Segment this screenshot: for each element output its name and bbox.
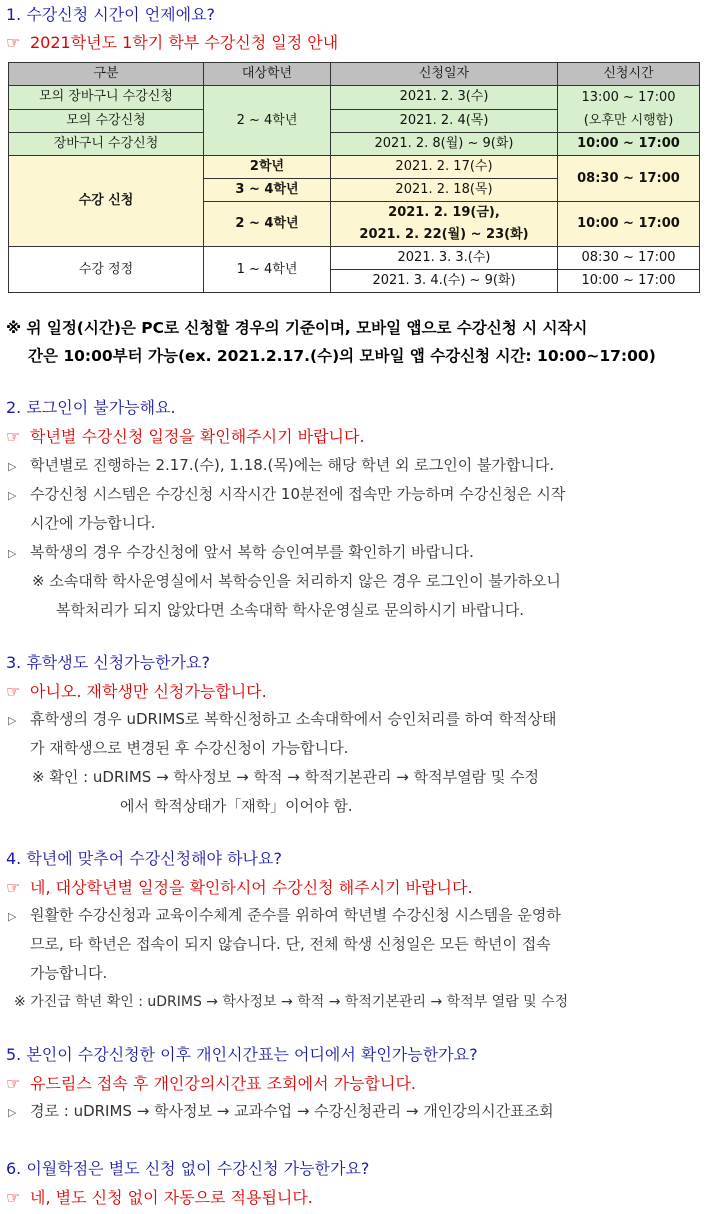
schedule-table	[8, 62, 700, 293]
note-mark-icon: ※	[14, 994, 26, 1010]
q3-bullet-1-cont: 가 재학생으로 변경된 후 수강신청이 가능합니다.	[30, 739, 349, 757]
q2-bullet-3: ▷ 복학생의 경우 수강신청에 앞서 복학 승인여부를 확인하기 바랍니다.	[8, 543, 474, 561]
q5-answer: ☞ 유드림스 접속 후 개인강의시간표 조회에서 가능합니다.	[6, 1074, 417, 1093]
q4-note: ※ 가진급 학년 확인 : uDRIMS → 학사정보 → 학적 → 학적기본관리 → 학적부 열람 및 수정	[14, 994, 569, 1010]
q4-title: 4. 학년에 맞추어 수강신청해야 하나요?	[6, 849, 282, 868]
q4-bullet-1-cont2: 가능합니다.	[30, 964, 108, 982]
q2-title: 2. 로그인이 불가능해요.	[6, 398, 176, 417]
cell-date: 2021. 2. 18(목)	[331, 179, 558, 202]
triangle-bullet-icon: ▷	[8, 489, 17, 502]
pointing-hand-icon: ☞	[6, 878, 21, 897]
pointing-hand-icon: ☞	[6, 682, 21, 701]
q2-note: ※ 소속대학 학사운영실에서 복학승인을 처리하지 않은 경우 로그인이 불가하오니	[32, 572, 561, 590]
q6-title: 6. 이월학점은 별도 신청 없이 수강신청 가능한가요?	[6, 1159, 370, 1178]
q2-answer: ☞ 학년별 수강신청 일정을 확인해주시기 바랍니다.	[6, 427, 365, 446]
pointing-hand-icon: ☞	[6, 33, 21, 52]
cell-date: 2021. 2. 8(월) ~ 9(화)	[331, 133, 558, 156]
table-row	[9, 133, 700, 156]
table-row	[9, 156, 700, 179]
note-mark-icon: ※	[32, 768, 45, 786]
cell-date: 2021. 2. 4(목)	[331, 109, 558, 133]
header-date: 신청일자	[331, 63, 558, 86]
cell-grade: 2 ~ 4학년	[204, 202, 331, 247]
pointing-hand-icon: ☞	[6, 1188, 21, 1207]
note-mark-icon: ※	[6, 319, 22, 337]
q1-title: 1. 수강신청 시간이 언제에요?	[6, 5, 216, 24]
header-category: 구분	[9, 63, 204, 86]
cell-category: 수강 신청	[9, 156, 204, 247]
cell-date: 2021. 3. 3.(수)	[331, 247, 558, 270]
cell-grade: 3 ~ 4학년	[204, 179, 331, 202]
triangle-bullet-icon: ▷	[8, 714, 17, 727]
q6-answer: ☞ 네, 별도 신청 없이 자동으로 적용됩니다.	[6, 1188, 313, 1207]
cell-time: 10:00 ~ 17:00	[558, 133, 700, 156]
q3-note: ※ 확인 : uDRIMS → 학사정보 → 학적 → 학적기본관리 → 학적부열람 및 수정	[32, 768, 540, 786]
cell-date: 2021. 3. 4.(수) ~ 9(화)	[331, 270, 558, 293]
triangle-bullet-icon: ▷	[8, 460, 17, 473]
q1-note-cont: 간은 10:00부터 가능(ex. 2021.2.17.(수)의 모바일 앱 수강신청 시간: 10:00~17:00)	[28, 347, 656, 365]
cell-date: 2021. 2. 19(금), 2021. 2. 22(월) ~ 23(화)	[331, 202, 558, 247]
q3-note-cont: 에서 학적상태가「재학」이어야 함.	[120, 797, 353, 815]
q5-bullet-1: ▷ 경로 : uDRIMS → 학사정보 → 교과수업 → 수강신청관리 → 개인강의시간표조회	[8, 1102, 554, 1120]
q3-bullet-1: ▷ 휴학생의 경우 uDRIMS로 복학신청하고 소속대학에서 승인처리를 하여 학적상태	[8, 710, 557, 728]
table-header-row	[9, 63, 700, 86]
q3-answer: ☞ 아니오. 재학생만 신청가능합니다.	[6, 682, 267, 701]
cell-time: 13:00 ~ 17:00 (오후만 시행함)	[558, 86, 700, 133]
q2-bullet-2-cont: 시간에 가능합니다.	[30, 514, 156, 532]
cell-grade: 2학년	[204, 156, 331, 179]
q2-note-cont: 복학처리가 되지 않았다면 소속대학 학사운영실로 문의하시기 바랍니다.	[56, 601, 525, 619]
q4-bullet-1-cont: 므로, 타 학년은 접속이 되지 않습니다. 단, 전체 학생 신청일은 모든 학년이 접속	[30, 935, 551, 953]
header-time: 신청시간	[558, 63, 700, 86]
q2-bullet-1: ▷ 학년별로 진행하는 2.17.(수), 1.18.(목)에는 해당 학년 외 로그인이 불가합니다.	[8, 456, 555, 474]
table-row	[9, 86, 700, 110]
q4-answer: ☞ 네, 대상학년별 일정을 확인하시어 수강신청 해주시기 바랍니다.	[6, 878, 473, 897]
q1-note: ※ 위 일정(시간)은 PC로 신청할 경우의 기준이며, 모바일 앱으로 수강신청 시 시작시	[6, 319, 588, 337]
cell-category: 모의 장바구니 수강신청	[9, 86, 204, 110]
q4-bullet-1: ▷ 원활한 수강신청과 교육이수체계 준수를 위하여 학년별 수강신청 시스템을 운영하	[8, 906, 561, 924]
cell-date: 2021. 2. 17(수)	[331, 156, 558, 179]
cell-date: 2021. 2. 3(수)	[331, 86, 558, 110]
cell-category: 수강 정정	[9, 247, 204, 293]
cell-time: 10:00 ~ 17:00	[558, 202, 700, 247]
cell-time: 08:30 ~ 17:00	[558, 156, 700, 202]
cell-grade: 1 ~ 4학년	[204, 247, 331, 293]
cell-grade: 2 ~ 4학년	[204, 86, 331, 156]
table-row	[9, 247, 700, 270]
q3-title: 3. 휴학생도 신청가능한가요?	[6, 653, 210, 672]
cell-time: 08:30 ~ 17:00	[558, 247, 700, 270]
triangle-bullet-icon: ▷	[8, 910, 17, 923]
note-mark-icon: ※	[32, 572, 45, 590]
pointing-hand-icon: ☞	[6, 427, 21, 446]
cell-time: 10:00 ~ 17:00	[558, 270, 700, 293]
header-grade: 대상학년	[204, 63, 331, 86]
pointing-hand-icon: ☞	[6, 1074, 21, 1093]
cell-category: 장바구니 수강신청	[9, 133, 204, 156]
triangle-bullet-icon: ▷	[8, 1106, 17, 1119]
triangle-bullet-icon: ▷	[8, 547, 17, 560]
q1-subtitle: ☞ 2021학년도 1학기 학부 수강신청 일정 안내	[6, 33, 339, 52]
q5-title: 5. 본인이 수강신청한 이후 개인시간표는 어디에서 확인가능한가요?	[6, 1045, 478, 1064]
q2-bullet-2: ▷ 수강신청 시스템은 수강신청 시작시간 10분전에 접속만 가능하며 수강신청은 시작	[8, 485, 566, 503]
cell-category: 모의 수강신청	[9, 109, 204, 133]
